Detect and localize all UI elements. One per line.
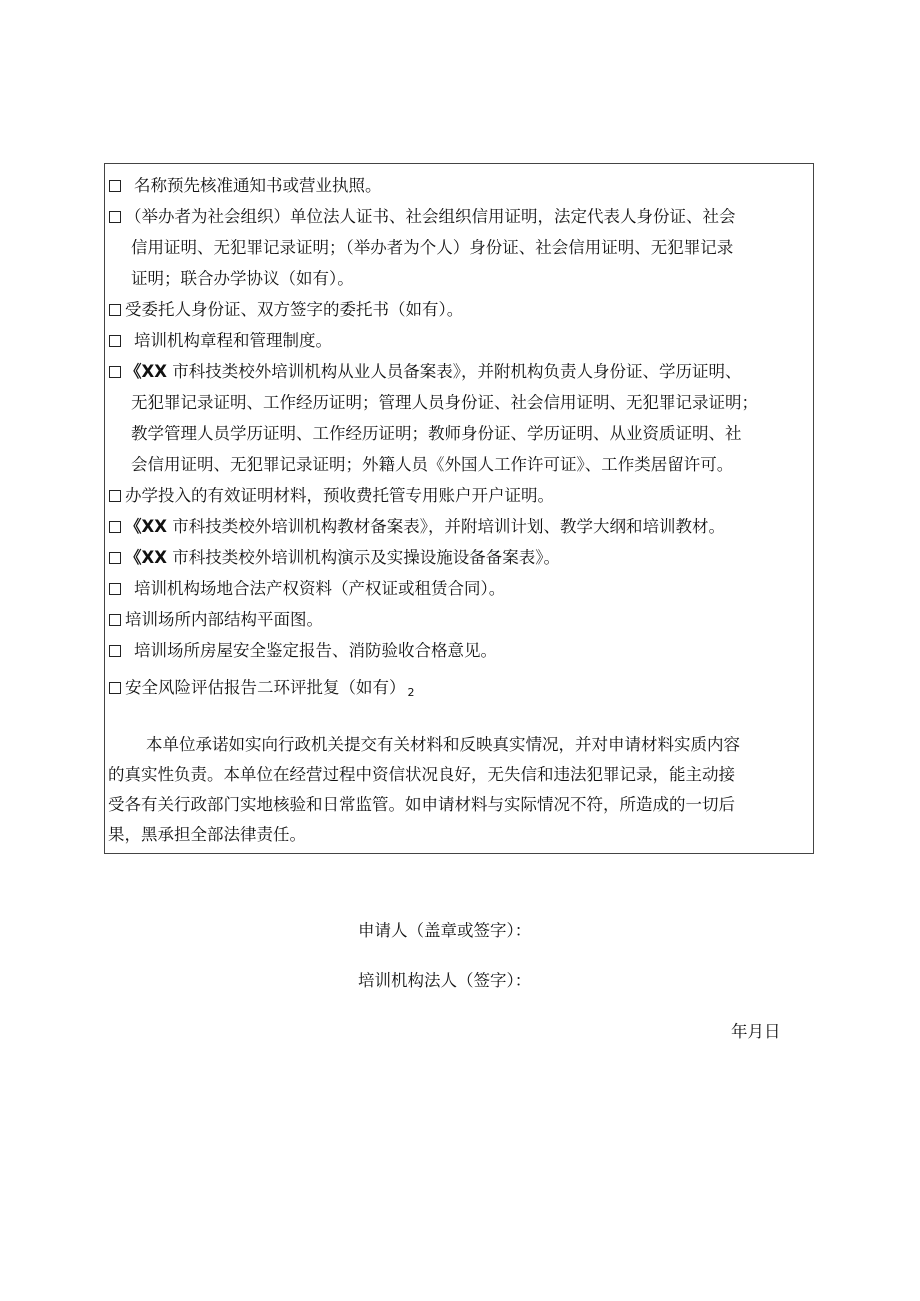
checkbox[interactable]	[109, 490, 121, 502]
checklist-item-investment-proof	[109, 480, 813, 511]
item-text: 无犯罪记录证明、工作经历证明；管理人员身份证、社会信用证明、无犯罪记录证明；	[131, 393, 758, 412]
checkbox[interactable]	[109, 180, 121, 192]
item-text-bold: 《XX	[125, 362, 167, 381]
checkbox[interactable]	[109, 211, 121, 223]
item-text: 办学投入的有效证明材料，预收费托管专用账户开户证明。	[125, 486, 554, 505]
item-text: （举办者为社会组织）单位法人证书、社会组织信用证明，法定代表人身份证、社会	[125, 207, 736, 226]
item-text: 培训机构场地合法产权资料（产权证或租赁合同）。	[134, 579, 506, 598]
commitment-line: 的真实性负责。本单位在经营过程中资信状况良好，无失信和违法犯罪记录，能主动接	[108, 765, 735, 784]
item-text: 培训机构章程和管理制度。	[134, 331, 332, 350]
checkbox[interactable]	[109, 304, 121, 316]
item-text: 市科技类校外培训机构教材备案表》，并附培训计划、教学大纲和培训教材。	[166, 517, 725, 536]
checkbox[interactable]	[109, 614, 121, 626]
item-text: 培训场所房屋安全鉴定报告、消防验收合格意见。	[134, 641, 497, 660]
item-text: 市科技类校外培训机构演示及实操设施设备备案表》。	[166, 548, 560, 567]
checklist-item-safety-inspection	[109, 635, 813, 666]
checklist-item-power-of-attorney	[109, 294, 813, 325]
applicant-signature-label: 申请人（盖章或签字）：	[358, 921, 532, 940]
checkbox[interactable]	[109, 682, 121, 694]
item-text: 名称预先核准通知书或营业执照。	[134, 176, 382, 195]
item-footnote-mark: 2	[407, 686, 415, 699]
item-text: 证明；联合办学协议（如有）。	[131, 269, 354, 288]
item-text: 市科技类校外培训机构从业人员备案表》，并附机构负责人身份证、学历证明、	[166, 362, 742, 381]
checklist-item-business-license	[109, 170, 813, 201]
item-text: 安全风险评估报告二环评批复（如有）	[125, 678, 406, 697]
checkbox[interactable]	[109, 645, 121, 657]
item-text: 教学管理人员学历证明、工作经历证明；教师身份证、学历证明、从业资质证明、社	[131, 424, 742, 443]
item-text: 培训场所内部结构平面图。	[125, 610, 323, 629]
item-text: 信用证明、无犯罪记录证明；（举办者为个人）身份证、社会信用证明、无犯罪记录	[131, 238, 734, 257]
item-text: 受委托人身份证、双方签字的委托书（如有）。	[125, 300, 464, 319]
checkbox[interactable]	[109, 583, 121, 595]
checklist-item-staff-filing	[109, 356, 813, 480]
checklist	[109, 170, 813, 708]
legal-person-signature-label: 培训机构法人（签字）：	[358, 971, 532, 990]
checklist-item-charter	[109, 325, 813, 356]
checklist-item-property-rights	[109, 573, 813, 604]
checkbox[interactable]	[109, 552, 121, 564]
checkbox[interactable]	[109, 521, 121, 533]
commitment-line: 受各有关行政部门实地核验和日常监管。如申请材料与实际情况不符，所造成的一切后	[108, 795, 735, 814]
checklist-frame	[104, 163, 814, 854]
commitment-line: 本单位承诺如实向行政机关提交有关材料和反映真实情况，并对申请材料实质内容	[146, 735, 740, 754]
checkbox[interactable]	[109, 366, 121, 378]
item-text-bold: 《XX	[125, 548, 167, 567]
checkbox[interactable]	[109, 335, 121, 347]
checklist-item-risk-assessment	[109, 672, 813, 708]
commitment-statement	[108, 730, 812, 850]
checklist-item-organizer-credentials	[109, 201, 813, 294]
item-text-bold: 《XX	[125, 517, 167, 536]
item-text: 会信用证明、无犯罪记录证明；外籍人员《外国人工作许可证》、工作类居留许可。	[131, 455, 734, 474]
checklist-item-equipment-filing	[109, 542, 813, 573]
checklist-item-textbook-filing	[109, 511, 813, 542]
checklist-item-floor-plan	[109, 604, 813, 635]
commitment-line: 果，黑承担全部法律责任。	[108, 825, 306, 844]
date-label: 年月日	[731, 1022, 781, 1041]
